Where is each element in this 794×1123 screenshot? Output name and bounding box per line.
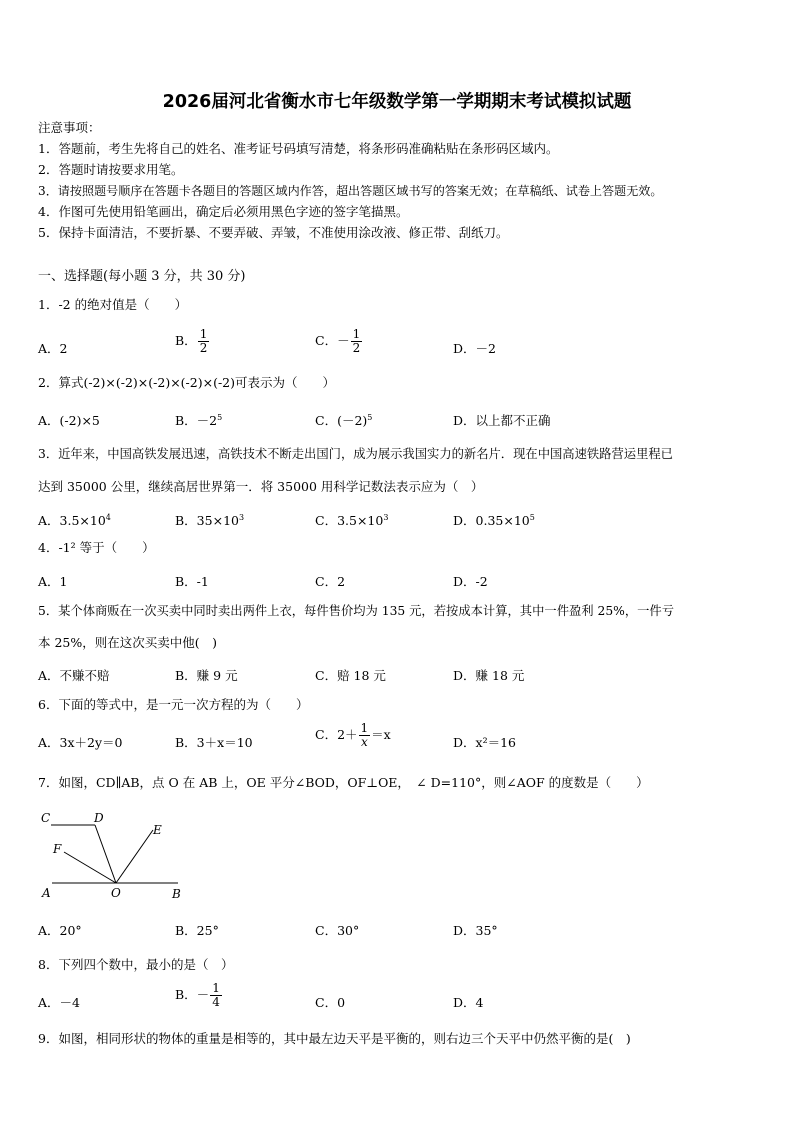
option-label: C．－ bbox=[315, 333, 350, 348]
geometry-figure bbox=[38, 806, 188, 906]
denominator: x bbox=[360, 735, 368, 749]
q1-option-d: D．－2 bbox=[453, 341, 496, 356]
point-a-label: A bbox=[42, 886, 51, 900]
fraction bbox=[359, 722, 371, 749]
q5-option-b: B．赚 9 元 bbox=[175, 668, 238, 683]
q6-option-c bbox=[315, 722, 391, 749]
exponent: 5 bbox=[529, 512, 535, 522]
q8-option-b bbox=[175, 982, 223, 1009]
q5-option-a: A．不赚不赔 bbox=[38, 668, 110, 683]
q5-option-d: D．赚 18 元 bbox=[453, 668, 525, 683]
point-b-label: B bbox=[172, 887, 181, 901]
q2-option-d: D．以上都不正确 bbox=[453, 413, 551, 428]
q7-option-b: B．25° bbox=[175, 923, 219, 938]
line-od bbox=[95, 825, 116, 883]
denominator: 2 bbox=[199, 341, 208, 355]
q2-option-b bbox=[175, 411, 222, 429]
q3-option-b bbox=[175, 511, 244, 529]
fraction bbox=[351, 328, 363, 355]
q3-option-a bbox=[38, 511, 111, 529]
q7-option-a: A．20° bbox=[38, 923, 82, 938]
point-f-label: F bbox=[53, 842, 62, 856]
page-title: 2026届河北省衡水市七年级数学第一学期期末考试模拟试题 bbox=[162, 92, 632, 112]
numerator: 1 bbox=[199, 327, 208, 341]
option-label: B．35×10 bbox=[175, 513, 239, 528]
q8-option-c: C．0 bbox=[315, 995, 346, 1010]
option-label: A．3.5×10 bbox=[38, 513, 106, 528]
q4-option-a: A．1 bbox=[38, 574, 68, 589]
numerator: 1 bbox=[352, 327, 361, 341]
q4-option-b: B．-1 bbox=[175, 574, 209, 589]
question-8-stem: 8．下列四个数中，最小的是（ ） bbox=[38, 957, 234, 972]
q2-option-c bbox=[315, 411, 372, 429]
point-o-label: O bbox=[111, 886, 121, 900]
exponent: 5 bbox=[367, 412, 373, 422]
notice-item: 4．作图可先使用铅笔画出，确定后必须用黑色字迹的签字笔描黑。 bbox=[38, 204, 409, 219]
option-tail: ＝x bbox=[371, 727, 391, 742]
option-label: B．－2 bbox=[175, 413, 218, 428]
q1-option-b bbox=[175, 328, 210, 355]
option-label: D．0.35×10 bbox=[453, 513, 530, 528]
q6-option-b: B．3＋x＝10 bbox=[175, 735, 253, 750]
question-6-stem: 6．下面的等式中，是一元一次方程的为（ ） bbox=[38, 697, 309, 712]
q5-option-c: C．赔 18 元 bbox=[315, 668, 386, 683]
section-heading: 一、选择题(每小题 3 分，共 30 分) bbox=[38, 269, 246, 284]
numerator: 1 bbox=[212, 981, 220, 995]
exponent: 5 bbox=[217, 412, 223, 422]
denominator: 4 bbox=[212, 995, 220, 1009]
question-7-stem: 7．如图，CD∥AB，点 O 在 AB 上，OE 平分∠BOD，OF⊥OE， ∠ D=110°，则∠AOF 的度数是（ ） bbox=[38, 775, 649, 790]
numerator: 1 bbox=[360, 721, 369, 735]
q7-option-c: C．30° bbox=[315, 923, 360, 938]
fraction bbox=[210, 982, 222, 1009]
point-c-label: C bbox=[41, 811, 51, 825]
q8-option-a: A．－4 bbox=[38, 995, 80, 1010]
q4-option-c: C．2 bbox=[315, 574, 346, 589]
exponent: 3 bbox=[238, 512, 245, 522]
notice-item: 5．保持卡面清洁，不要折暴、不要弄破、弄皱，不准使用涂改液、修正带、刮纸刀。 bbox=[38, 225, 509, 240]
q3-option-c bbox=[315, 511, 388, 529]
q1-option-c bbox=[315, 328, 363, 355]
option-label: B． bbox=[175, 333, 197, 348]
question-3-stem: 3．近年来，中国高铁发展迅速，高铁技术不断走出国门，成为展示我国实力的新名片．现在中国高速铁路营运里程已 bbox=[38, 447, 673, 461]
question-1-stem: 1．-2 的绝对值是（ ） bbox=[38, 297, 188, 312]
question-2-stem: 2．算式(-2)×(-2)×(-2)×(-2)×(-2)可表示为（ ） bbox=[38, 375, 335, 390]
question-5-stem: 5．某个体商贩在一次买卖中同时卖出两件上衣，每件售价均为 135 元，若按成本计算，其中一件盈利 25%，一件亏 bbox=[38, 604, 675, 618]
point-d-label: D bbox=[94, 811, 104, 825]
question-9-stem: 9．如图，相同形状的物体的重量是相等的，其中最左边天平是平衡的，则右边三个天平中仍然平衡的是( ) bbox=[38, 1031, 631, 1046]
line-of bbox=[64, 852, 116, 883]
q8-option-d: D．4 bbox=[453, 995, 484, 1010]
option-label: C．3.5×10 bbox=[315, 513, 384, 528]
q6-option-d: D．x²＝16 bbox=[453, 735, 516, 750]
q6-option-a: A．3x＋2y＝0 bbox=[38, 735, 123, 750]
notice-item: 3．请按照题号顺序在答题卡各题目的答题区域内作答，超出答题区域书写的答案无效；在草稿纸、试卷上答题无效。 bbox=[38, 184, 663, 198]
option-label: B．－ bbox=[175, 987, 210, 1002]
notice-heading: 注意事项： bbox=[38, 120, 101, 135]
exponent: 4 bbox=[105, 512, 111, 522]
q7-option-d: D．35° bbox=[453, 923, 498, 938]
notice-item: 2．答题时请按要求用笔。 bbox=[38, 162, 184, 177]
q2-option-a: A．(-2)×5 bbox=[38, 413, 100, 428]
q4-option-d: D．-2 bbox=[453, 574, 488, 589]
point-e-label: E bbox=[153, 823, 162, 837]
question-4-stem: 4．-1² 等于（ ） bbox=[38, 540, 155, 555]
question-5-stem-cont: 本 25%，则在这次买卖中他( ) bbox=[38, 635, 218, 650]
option-label: C．(－2) bbox=[315, 413, 368, 428]
q3-option-d bbox=[453, 511, 535, 529]
q1-option-a: A．2 bbox=[38, 341, 68, 356]
option-label: C．2＋ bbox=[315, 727, 358, 742]
notice-item: 1．答题前，考生先将自己的姓名、准考证号码填写清楚，将条形码准确粘贴在条形码区域内。 bbox=[38, 141, 559, 156]
exponent: 3 bbox=[383, 512, 389, 522]
fraction bbox=[198, 328, 210, 355]
question-3-stem-cont: 达到 35000 公里，继续高居世界第一．将 35000 用科学记数法表示应为（ ） bbox=[38, 479, 484, 494]
line-oe bbox=[116, 830, 153, 883]
denominator: 2 bbox=[352, 341, 361, 355]
